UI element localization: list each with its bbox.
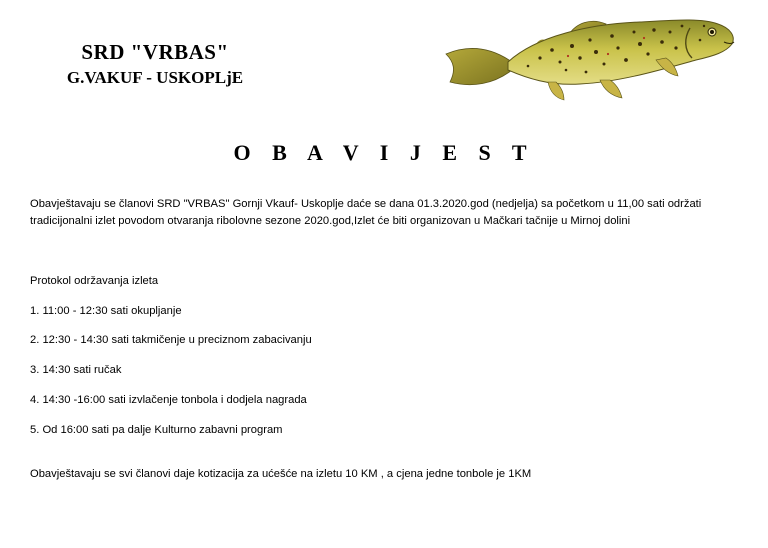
organization-name: SRD "VRBAS" — [81, 40, 229, 64]
closing-paragraph: Obavještavaju se svi članovi daje kotizacija za ućešće na izletu 10 KM , a cjena jedne tonbole je 1KM — [30, 468, 532, 480]
protocol-item: 1. 11:00 - 12:30 sati okupljanje — [30, 305, 182, 317]
organization-place: G.VAKUF - USKOPLjE — [66, 68, 244, 87]
trout-illustration — [440, 4, 740, 104]
protocol-item: 4. 14:30 -16:00 sati izvlačenje tonbola i dodjela nagrada — [30, 394, 307, 406]
intro-paragraph: Obavještavaju se članovi SRD "VRBAS" Gornji Vkauf- Uskoplje daće se dana 01.3.2020.god (nedjelja) sa početkom u 11,00 sati održati tradicijonalni izlet povodom otvaranja ribolovne sezone 2020.god,Izlet će biti organizovan u Mačkari tačnije u Mirnoj dolini — [30, 198, 702, 227]
protocol-item: 3. 14:30 sati ručak — [30, 364, 122, 376]
protocol-item: 5. Od 16:00 sati pa dalje Kulturno zabavni program — [30, 424, 283, 436]
protocol-heading: Protokol održavanja izleta — [30, 275, 159, 287]
protocol-item: 2. 12:30 - 14:30 sati takmičenje u preciznom zabacivanju — [30, 334, 312, 346]
notice-title: O B A V I J E S T — [233, 140, 535, 165]
